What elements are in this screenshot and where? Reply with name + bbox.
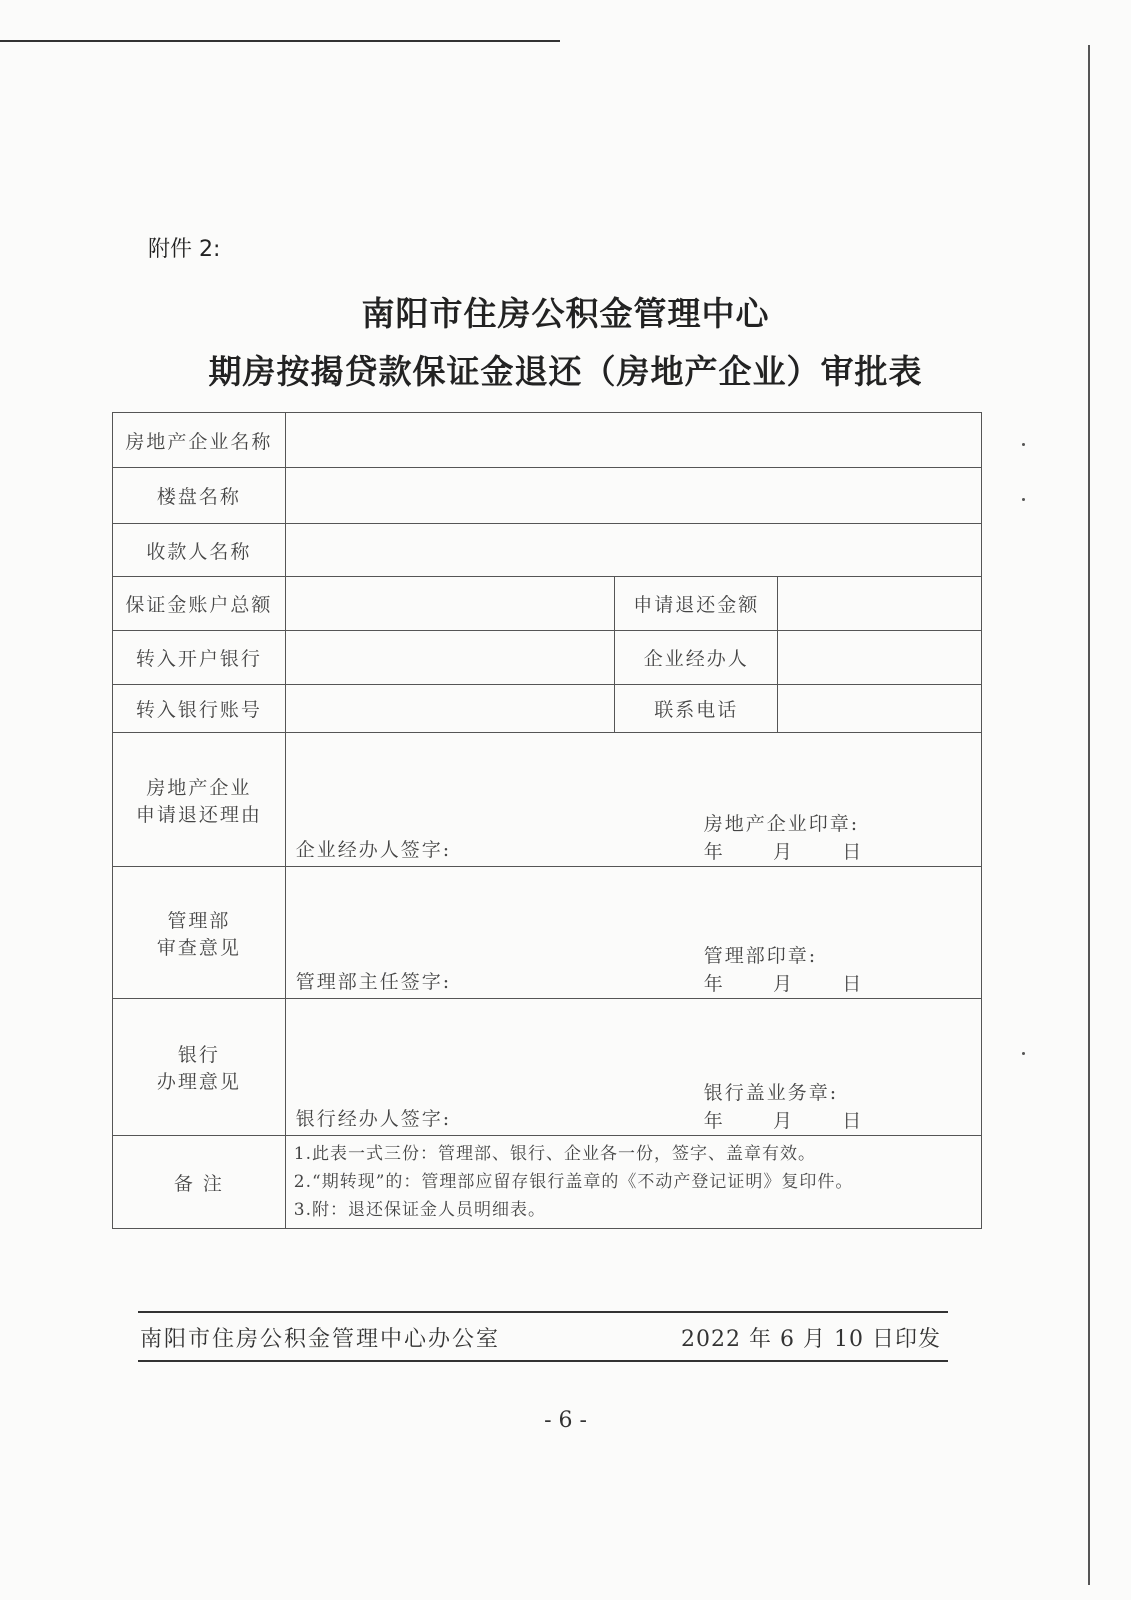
title-line1: 南阳市住房公积金管理中心 [361,294,770,333]
page-number: - 6 - [544,1408,587,1433]
row-property-name [113,468,982,524]
bank-account-label: 转入银行账号 [113,685,286,733]
bank-date: 年 月 日 [703,1110,864,1132]
attachment-label: 附件 2: [148,237,221,262]
remark-note-3: 3.附：退还保证金人员明细表。 [293,1200,547,1220]
remark-note-2: 2.“期转现”的：管理部应留存银行盖章的《不动产登记证明》复印件。 [293,1172,854,1192]
property-name-label: 楼盘名称 [113,468,286,524]
row-account [113,685,982,733]
bank-opinion-field[interactable] [285,999,981,1136]
mgmt-seal: 管理部印章: [703,945,818,967]
mgmt-label [113,867,286,999]
scan-speck [1022,1052,1025,1055]
row-remarks [113,1136,982,1229]
row-deposit [113,577,982,631]
property-name-field[interactable] [285,468,981,524]
title-line2: 期房按揭贷款保证金退还（房地产企业）审批表 [208,352,923,391]
footer-date: 2022 年 6 月 10 日印发 [681,1327,941,1352]
mgmt-date: 年 月 日 [703,973,864,995]
bank-opinion-label-line1: 银行 [177,1044,220,1066]
reason-label-line1: 房地产企业 [146,776,252,799]
bank-opinion-label [113,999,286,1136]
row-bank [113,631,982,685]
payee-name-field[interactable] [285,524,981,577]
remarks-notes [285,1136,981,1229]
bank-seal: 银行盖业务章: [703,1082,839,1104]
refund-amount-field[interactable] [778,577,982,631]
row-enterprise-name [113,413,982,468]
deposit-total-label: 保证金账户总额 [113,577,286,631]
bank-open-field[interactable] [285,631,615,685]
enterprise-name-field[interactable] [285,413,981,468]
handler-signature: 企业经办人签字: [295,839,452,861]
bank-account-field[interactable] [285,685,615,733]
row-reason [113,733,982,867]
handler-field[interactable] [778,631,982,685]
mgmt-director-signature: 管理部主任签字: [295,971,452,993]
refund-amount-label: 申请退还金额 [615,577,778,631]
reason-label [113,733,286,867]
footer-office: 南阳市住房公积金管理中心办公室 [140,1327,501,1352]
scan-edge [1088,45,1090,1585]
reason-date: 年 月 日 [703,841,864,863]
row-payee-name [113,524,982,577]
row-bank-opinion [113,999,982,1136]
bank-open-label: 转入开户银行 [113,631,286,685]
payee-name-label: 收款人名称 [113,524,286,577]
enterprise-seal: 房地产企业印章: [703,813,860,835]
mgmt-label-line1: 管理部 [167,909,231,932]
phone-field[interactable] [778,685,982,733]
enterprise-name-label: 房地产企业名称 [113,413,286,468]
phone-label: 联系电话 [615,685,778,733]
mgmt-label-line2: 审查意见 [156,936,241,959]
handler-label: 企业经办人 [615,631,778,685]
row-mgmt [113,867,982,999]
deposit-total-field[interactable] [285,577,615,631]
reason-field[interactable] [285,733,981,867]
scan-speck [1022,498,1025,501]
remarks-label: 备 注 [113,1136,286,1229]
remark-note-1: 1.此表一式三份：管理部、银行、企业各一份，签字、盖章有效。 [293,1144,817,1164]
bank-opinion-label-line2: 办理意见 [156,1071,241,1093]
mgmt-opinion-field[interactable] [285,867,981,999]
top-rule [0,40,560,42]
scan-speck [1022,443,1025,446]
reason-label-line2: 申请退还理由 [135,803,262,826]
footer-rule-bottom [138,1360,948,1362]
bank-handler-signature: 银行经办人签字: [295,1108,452,1130]
approval-form-table [112,412,982,1229]
footer-rule-top [138,1311,948,1313]
